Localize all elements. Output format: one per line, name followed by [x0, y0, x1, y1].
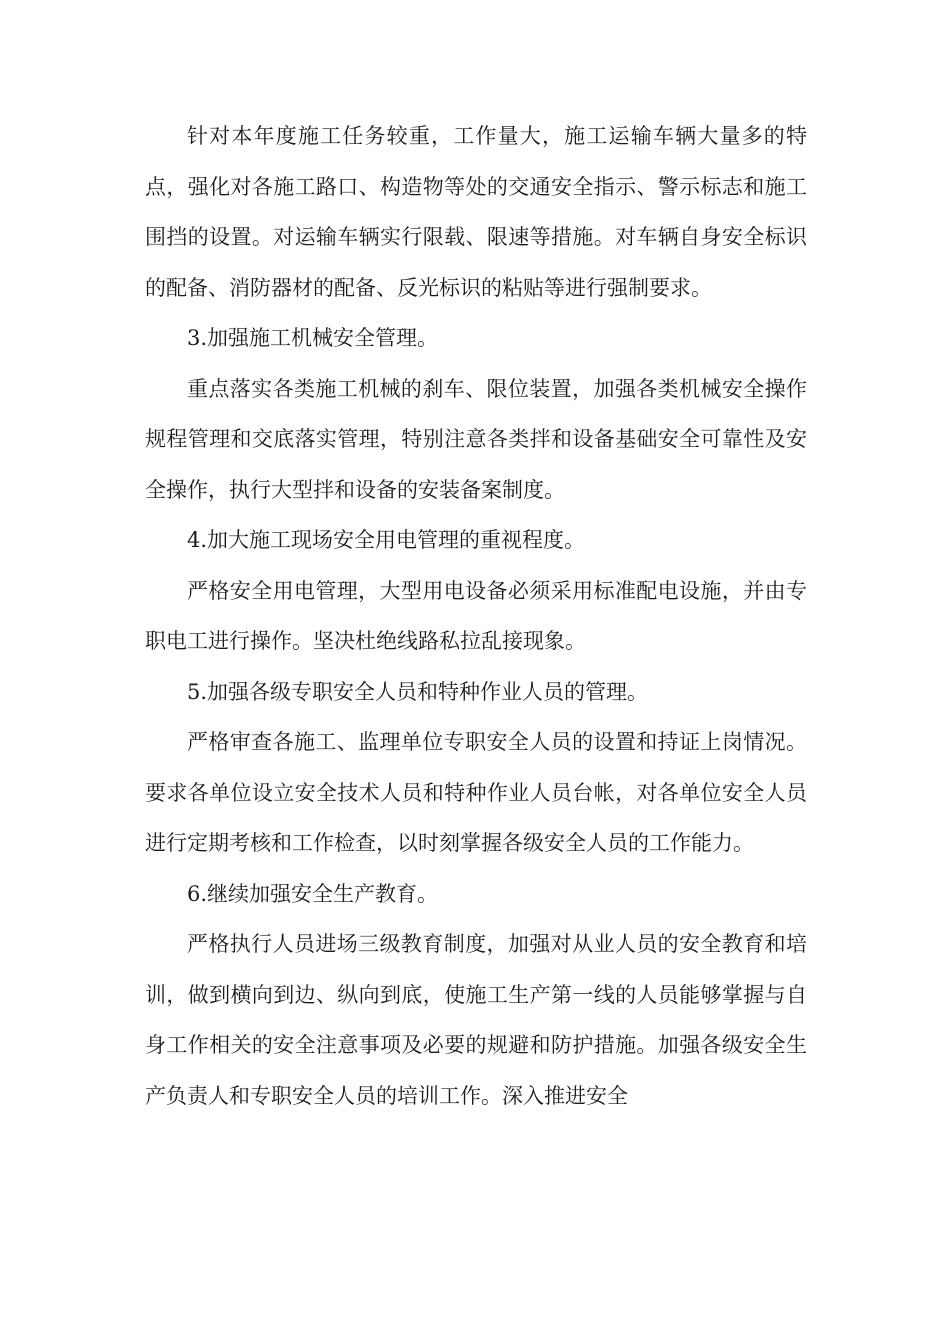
paragraph-personnel-management: 严格审查各施工、监理单位专职安全人员的设置和持证上岗情况。要求各单位设立安全技术人员和特种作业人员台帐，对各单位安全人员进行定期考核和工作检查，以时刻掌握各级安全人员的工作能力。 — [145, 730, 807, 855]
heading-electricity-safety: 4.加大施工现场安全用电管理的重视程度。 — [187, 528, 586, 552]
heading-personnel-management: 5.加强各级专职安全人员和特种作业人员的管理。 — [187, 679, 649, 704]
heading-machinery-safety: 3.加强施工机械安全管理。 — [187, 326, 439, 350]
paragraph-traffic-safety: 针对本年度施工任务较重，工作量大，施工运输车辆大量多的特点，强化对各施工路口、构造物等处的交通安全指示、警示标志和施工围挡的设置。对运输车辆实行限载、限速等措施。对车辆自身安全标识的配备、消防器材的配备、反光标识的粘贴等进行强制要求。 — [145, 124, 807, 300]
heading-safety-education: 6.继续加强安全生产教育。 — [187, 881, 439, 906]
document-body — [145, 111, 807, 1121]
paragraph-machinery-safety: 重点落实各类施工机械的刹车、限位装置，加强各类机械安全操作规程管理和交底落实管理，特别注意各类拌和设备基础安全可靠性及安全操作，执行大型拌和设备的安装备案制度。 — [145, 376, 807, 502]
paragraph-electricity-safety: 严格安全用电管理，大型用电设备必须采用标准配电设施，并由专职电工进行操作。坚决杜绝线路私拉乱接现象。 — [145, 578, 807, 653]
paragraph-safety-education: 严格执行人员进场三级教育制度，加强对从业人员的安全教育和培训，做到横向到边、纵向到底，使施工生产第一线的人员能够掌握与自身工作相关的安全注意事项及必要的规避和防护措施。加强各级安全生产负责人和专职安全人员的培训工作。深入推进安全 — [145, 932, 807, 1108]
